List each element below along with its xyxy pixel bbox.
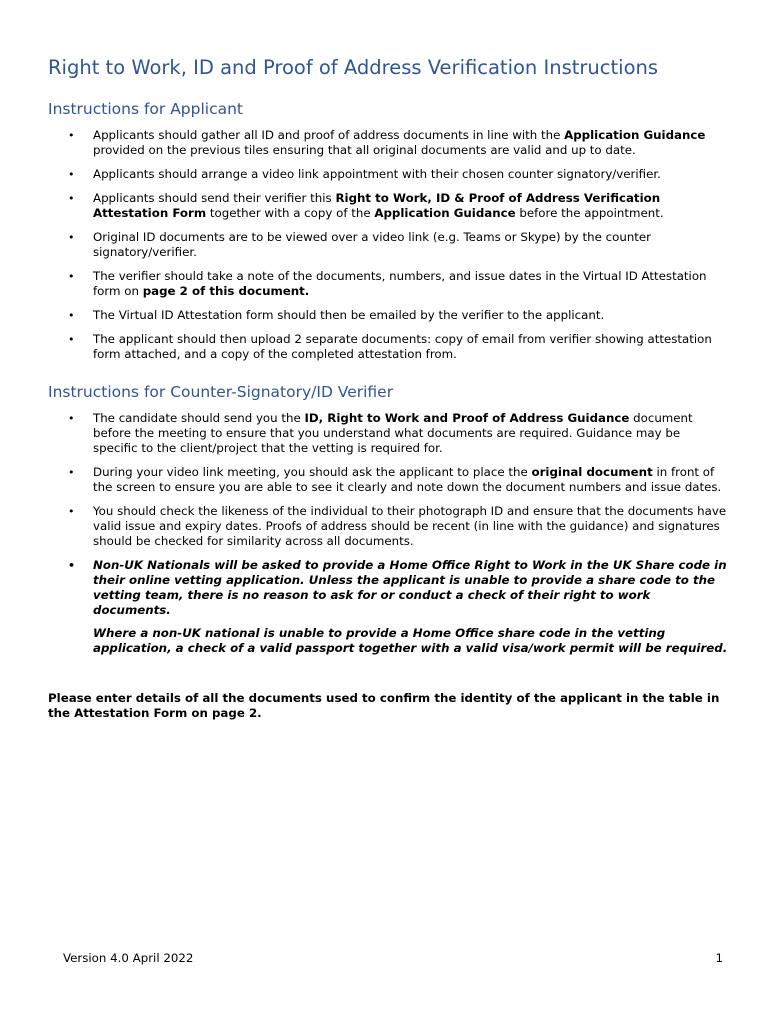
text-run: Original ID documents are to be viewed over a video link (e.g. Teams or Skype) by the counter signatory/verifier. xyxy=(93,230,652,259)
page-number: 1 xyxy=(715,951,723,965)
text-run: Applicants should arrange a video link appointment with their chosen counter signatory/verifier. xyxy=(93,167,661,181)
text-run: During your video link meeting, you should ask the applicant to place the xyxy=(93,465,532,479)
verifier-item-text xyxy=(93,465,721,494)
applicant-item-text xyxy=(93,269,707,298)
applicant-section-heading: Instructions for Applicant xyxy=(48,100,244,118)
version-label: Version 4.0 April 2022 xyxy=(63,951,194,965)
applicant-item-text xyxy=(93,128,705,157)
text-run: The Virtual ID Attestation form should then be emailed by the verifier to the applicant. xyxy=(93,308,605,322)
verifier-item xyxy=(48,504,728,549)
verifier-item xyxy=(48,465,728,495)
text-run: The candidate should send you the xyxy=(93,411,305,425)
applicant-item xyxy=(48,230,728,260)
verifier-instructions-list xyxy=(48,411,728,665)
text-run: provided on the previous tiles ensuring that all original documents are valid and up to date. xyxy=(93,143,636,157)
applicant-item xyxy=(48,167,728,182)
verifier-item-text xyxy=(93,504,726,548)
applicant-item-text xyxy=(93,167,661,181)
non-uk-paragraph-2: Where a non-UK national is unable to provide a Home Office share code in the vetting application, a check of a valid passport together with a valid visa/work permit will be required. xyxy=(93,626,728,655)
text-run: You should check the likeness of the individual to their photograph ID and ensure that the documents have valid issue and expiry dates. Proofs of address should be recent (in line with the guidance) and signatures should be checked for similarity across all documents. xyxy=(93,504,727,548)
applicant-item xyxy=(48,332,728,362)
bullet-icon: • xyxy=(68,309,75,322)
applicant-item xyxy=(48,191,728,221)
bullet-icon: • xyxy=(68,412,75,425)
text-run: document before the meeting to ensure that you understand what documents are required. Guidance may be specific to the client/project that the vetting is required for. xyxy=(93,411,693,455)
bold-text: original document xyxy=(531,465,653,479)
page-footer xyxy=(63,951,723,965)
bold-text: Right to Work, ID & Proof of Address Verification Attestation Form xyxy=(93,191,661,220)
text-run: together with a copy of the xyxy=(206,206,375,220)
text-run: The verifier should take a note of the documents, numbers, and issue dates in the Virtual ID Attestation form on xyxy=(93,269,707,298)
applicant-item xyxy=(48,128,728,158)
bullet-icon: • xyxy=(68,192,75,205)
bold-text: Application Guidance xyxy=(374,206,516,220)
applicant-item-text xyxy=(93,308,604,322)
bullet-icon: • xyxy=(68,466,75,479)
applicant-item xyxy=(48,308,728,323)
bullet-icon: • xyxy=(68,333,75,346)
applicant-item-text xyxy=(93,230,651,259)
text-run: The applicant should then upload 2 separate documents: copy of email from verifier showing attestation form attached, and a copy of the completed attestation from. xyxy=(93,332,712,361)
non-uk-paragraph-1: Non-UK Nationals will be asked to provide a Home Office Right to Work in the UK Share code in their online vetting application. Unless the applicant is unable to provide a share code to the vetting team, there is no reason to ask for or conduct a check of their right to work documents. xyxy=(93,558,727,617)
applicant-item-text xyxy=(93,191,664,220)
non-uk-nationals-item xyxy=(48,558,728,656)
verifier-section-heading: Instructions for Counter-Signatory/ID Verifier xyxy=(48,383,394,401)
verifier-item-text xyxy=(93,411,693,455)
document-title: Right to Work, ID and Proof of Address Verification Instructions xyxy=(48,56,659,79)
verifier-item xyxy=(48,411,728,456)
text-run: in front of the screen to ensure you are able to see it clearly and note down the document numbers and issue dates. xyxy=(93,465,722,494)
bullet-icon: • xyxy=(68,559,76,572)
bullet-icon: • xyxy=(68,231,75,244)
bold-text: Application Guidance xyxy=(564,128,706,142)
bold-text: page 2 of this document. xyxy=(142,284,310,298)
bullet-icon: • xyxy=(68,270,75,283)
bullet-icon: • xyxy=(68,129,75,142)
text-run: Applicants should gather all ID and proof of address documents in line with the xyxy=(93,128,565,142)
text-run: Applicants should send their verifier this xyxy=(93,191,336,205)
closing-instruction: Please enter details of all the documents used to confirm the identity of the applicant in the table in the Attestation Form on page 2. xyxy=(48,691,720,720)
applicant-item xyxy=(48,269,728,299)
bullet-icon: • xyxy=(68,505,75,518)
applicant-instructions-list xyxy=(48,128,728,371)
text-run: before the appointment. xyxy=(515,206,664,220)
bullet-icon: • xyxy=(68,168,75,181)
bold-text: ID, Right to Work and Proof of Address Guidance xyxy=(304,411,630,425)
applicant-item-text xyxy=(93,332,712,361)
